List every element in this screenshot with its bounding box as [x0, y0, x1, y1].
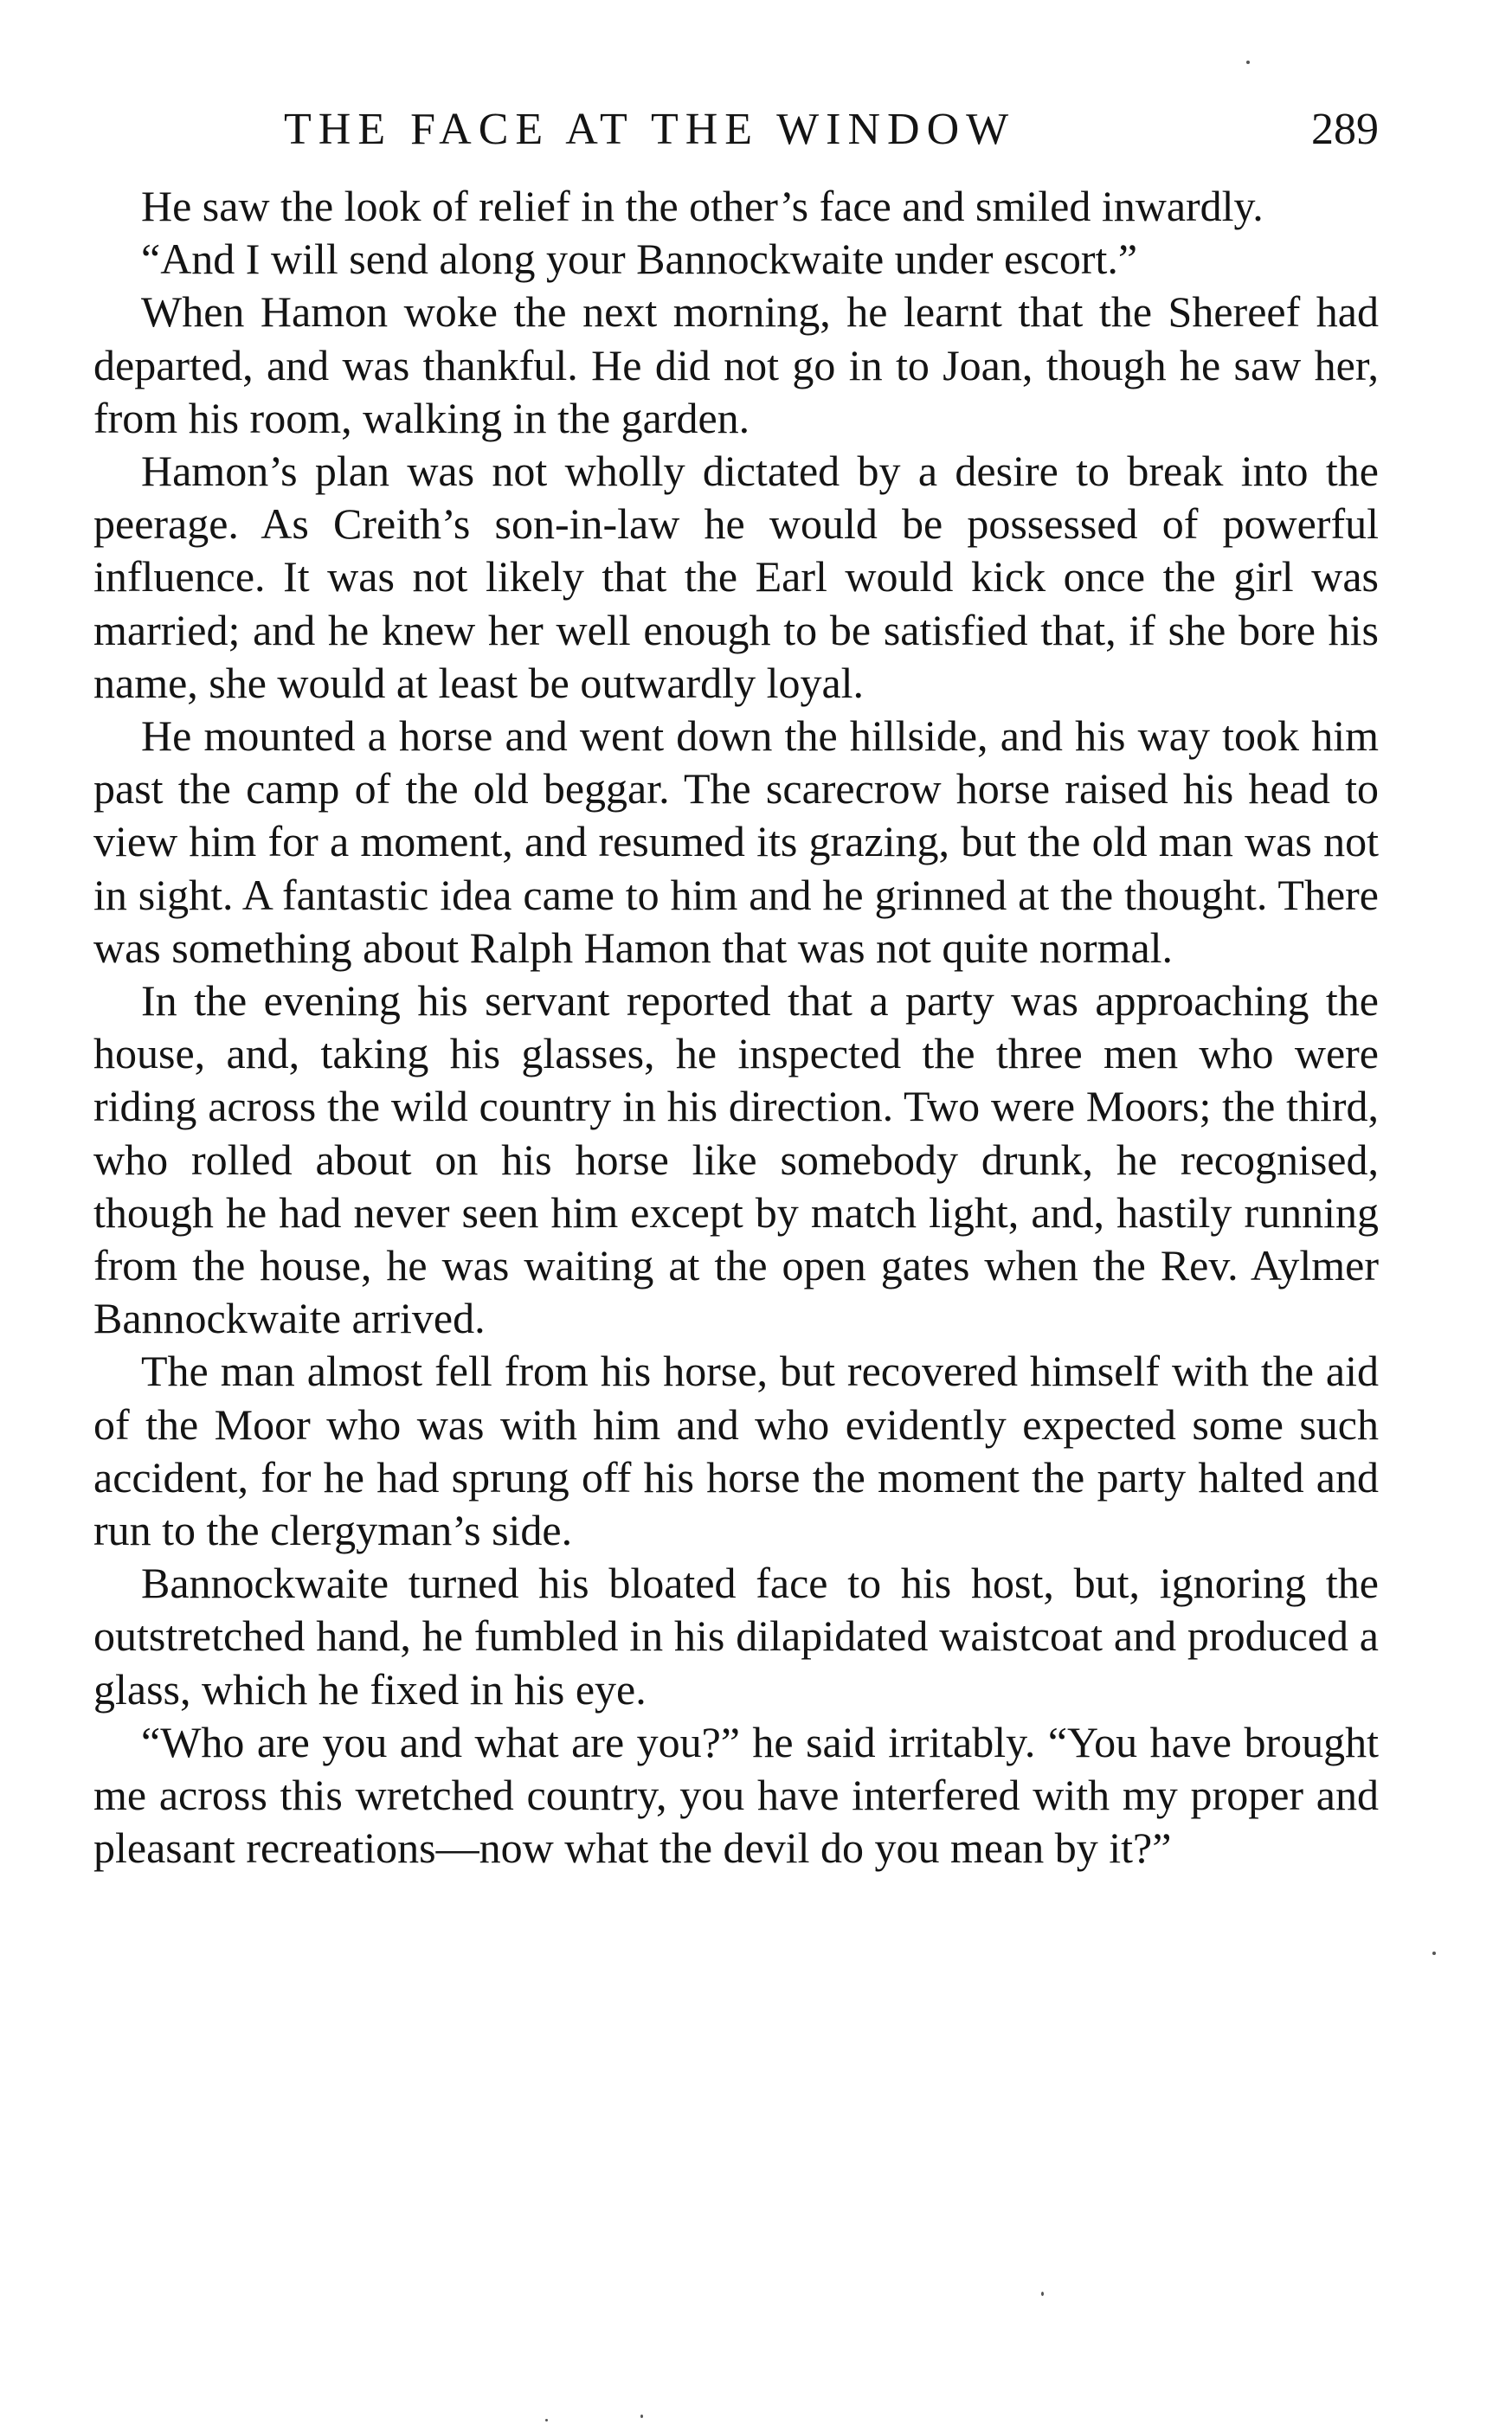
- page-header: [93, 95, 1379, 164]
- paragraph: Bannockwaite turned his bloated face to his host, but, ignoring the outstretched hand, he fumbled in his dilapidated waistcoat and produced a glass, which he fixed in his eye.: [93, 1559, 1379, 1714]
- scan-speck: [1432, 1952, 1436, 1955]
- scan-speck: [1246, 61, 1250, 64]
- paragraph: In the evening his servant reported that a party was approaching the house, and, taking his glasses, he inspected the three men who were riding across the wild country in his direction. Two were Moors; the third, who rolled about on his horse like somebody drunk, he recognised, though he had never seen him except by match light, and, hastily running from the house, he was waiting at the open gates when the Rev. Aylmer Bannockwaite arrived.: [93, 976, 1379, 1343]
- page-number: 289: [1311, 105, 1379, 154]
- paragraph: The man almost fell from his horse, but recovered himself with the aid of the Moor who was with him and who evidently expected some such accident, for he had sprung off his horse the moment the party halted and run to the clergyman’s side.: [93, 1347, 1379, 1555]
- paragraph: Hamon’s plan was not wholly dictated by a desire to break into the peerage. As Creith’s son-in-law he would be possessed of powerful influence. It was not likely that the Earl would kick once the girl was married; and he knew her well enough to be satisfied that, if she bore his name, she would at least be outwardly loyal.: [93, 447, 1379, 707]
- running-title: THE FACE AT THE WINDOW: [284, 105, 1016, 154]
- scan-speck: [1041, 2292, 1044, 2296]
- paragraph: “Who are you and what are you?” he said irritably. “You have brought me across this wretched country, you have interfered with my proper and pleasant recreations—now what the devil do you mean by it?”: [93, 1717, 1379, 1873]
- scan-speck: [545, 2419, 548, 2421]
- book-page: [93, 95, 1379, 1875]
- body-text: [93, 180, 1379, 1875]
- scan-speck: [640, 2415, 643, 2418]
- paragraph: He saw the look of relief in the other’s face and smiled inwardly.: [141, 182, 1264, 230]
- paragraph: He mounted a horse and went down the hillside, and his way took him past the camp of the old beggar. The scarecrow horse raised his head to view him for a moment, and resumed its grazing, but the old man was not in sight. A fantastic idea came to him and he grinned at the thought. There was something about Ralph Hamon that was not quite normal.: [93, 711, 1379, 972]
- paragraph: “And I will send along your Bannockwaite under escort.”: [141, 235, 1138, 284]
- paragraph: When Hamon woke the next morning, he learnt that the Shereef had departed, and was thankful. He did not go in to Joan, though he saw her, from his room, walking in the garden.: [93, 287, 1379, 442]
